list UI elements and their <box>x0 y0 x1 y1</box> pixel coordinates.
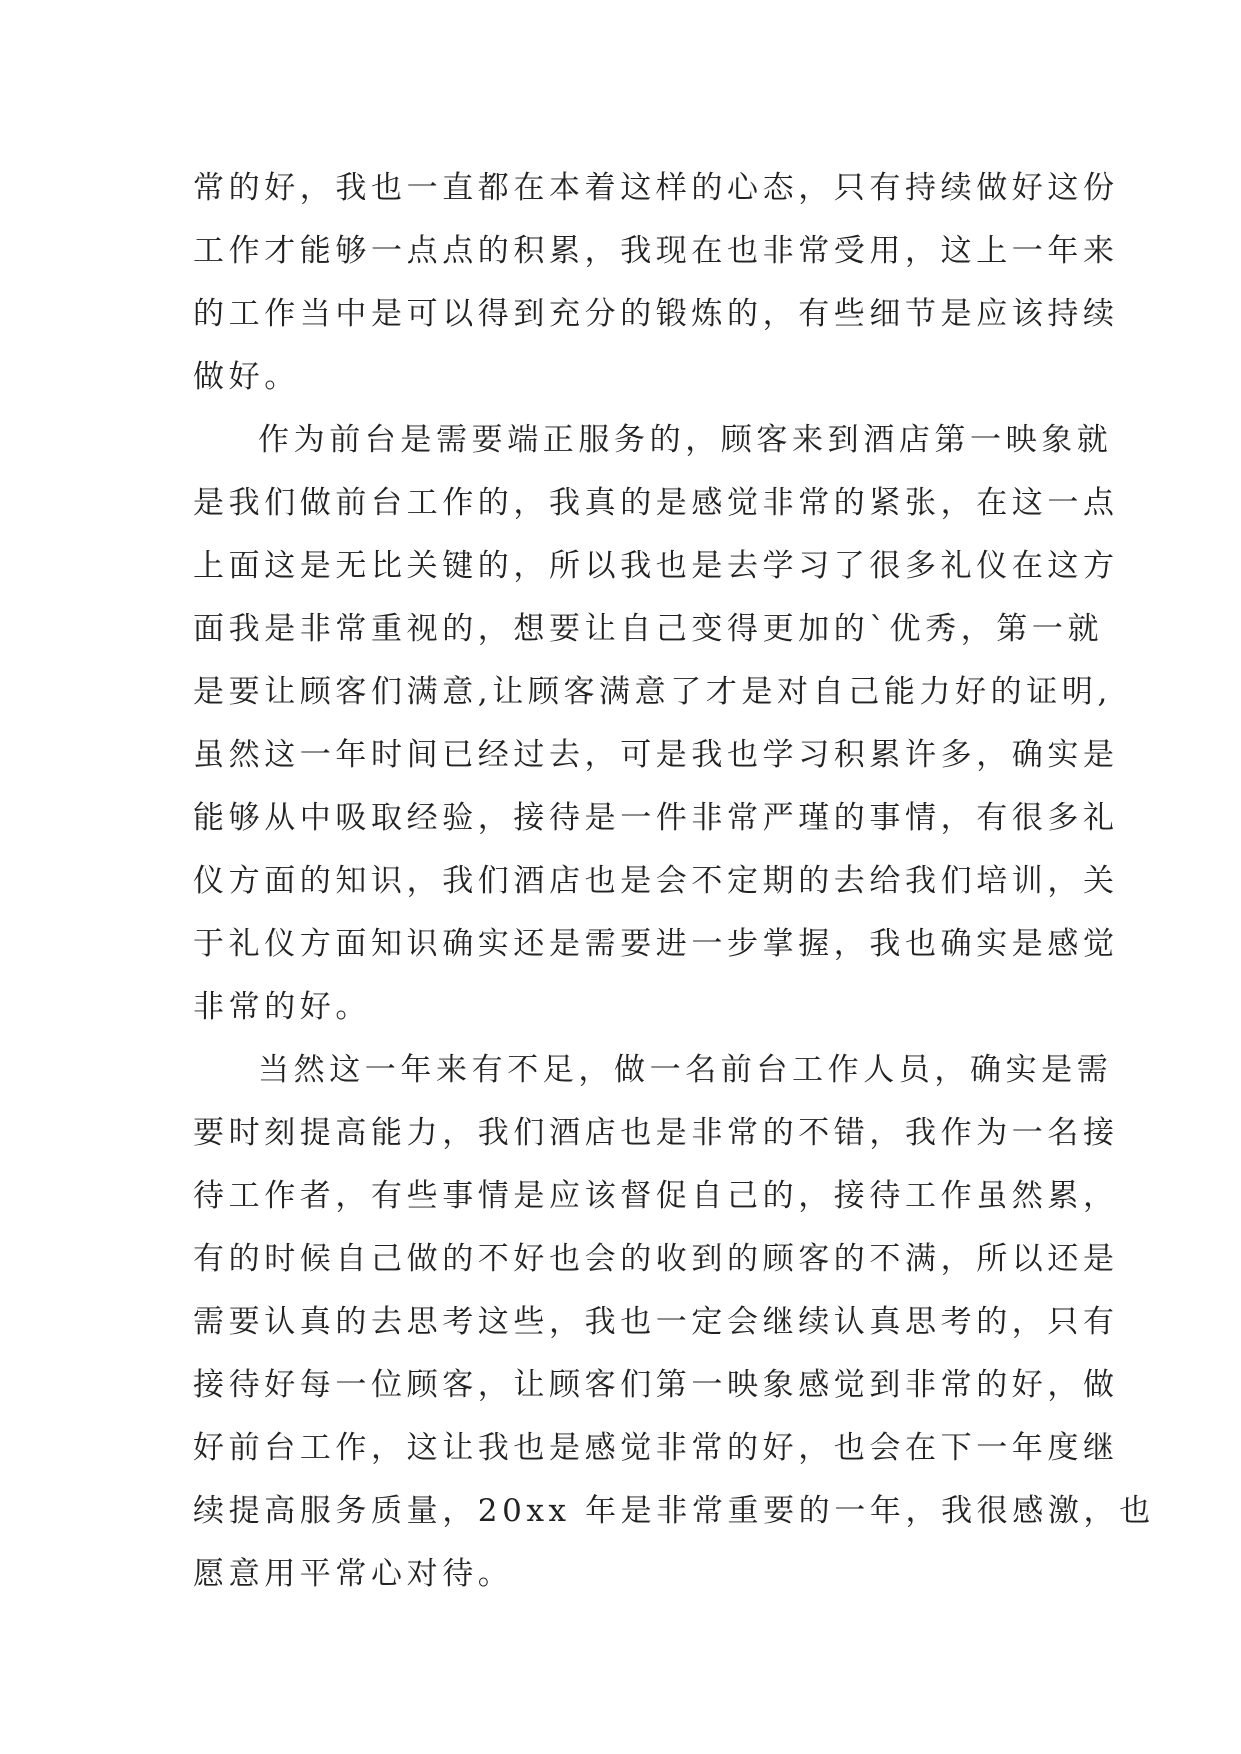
paragraph-3 <box>193 1039 1155 1606</box>
text-line: 工作才能够一点点的积累，我现在也非常受用，这上一年来 <box>193 233 1119 269</box>
text-line: 待工作者，有些事情是应该督促自己的，接待工作虽然累， <box>193 1178 1119 1214</box>
text-line: 是要让顾客们满意,让顾客满意了才是对自己能力好的证明, <box>193 674 1112 710</box>
text-line: 做好。 <box>193 359 300 395</box>
text-line: 续提高服务质量，20xx 年是非常重要的一年，我很感激，也 <box>193 1493 1155 1529</box>
text-line: 能够从中吸取经验，接待是一件非常严瑾的事情，有很多礼 <box>193 800 1119 836</box>
paragraph-2 <box>193 409 1119 1039</box>
text-line: 上面这是无比关键的，所以我也是去学习了很多礼仪在这方 <box>193 548 1119 584</box>
text-line: 愿意用平常心对待。 <box>193 1556 514 1592</box>
text-line: 需要认真的去思考这些，我也一定会继续认真思考的，只有 <box>193 1304 1119 1340</box>
text-line: 于礼仪方面知识确实还是需要进一步掌握，我也确实是感觉 <box>193 926 1119 962</box>
text-line: 仪方面的知识，我们酒店也是会不定期的去给我们培训，关 <box>193 863 1119 899</box>
text-line: 作为前台是需要端正服务的，顾客来到酒店第一映象就 <box>258 422 1113 458</box>
text-line: 常的好，我也一直都在本着这样的心态，只有持续做好这份 <box>193 170 1119 206</box>
text-line: 是我们做前台工作的，我真的是感觉非常的紧张，在这一点 <box>193 485 1119 521</box>
text-line: 的工作当中是可以得到充分的锻炼的，有些细节是应该持续 <box>193 296 1119 332</box>
body-text <box>193 157 1155 1606</box>
text-line: 要时刻提高能力，我们酒店也是非常的不错，我作为一名接 <box>193 1115 1119 1151</box>
text-line: 面我是非常重视的，想要让自己变得更加的`优秀，第一就 <box>193 611 1104 647</box>
text-line: 当然这一年来有不足，做一名前台工作人员，确实是需 <box>258 1052 1113 1088</box>
text-line: 虽然这一年时间已经过去，可是我也学习积累许多，确实是 <box>193 737 1119 773</box>
text-line: 好前台工作，这让我也是感觉非常的好，也会在下一年度继 <box>193 1430 1119 1466</box>
text-line: 接待好每一位顾客，让顾客们第一映象感觉到非常的好，做 <box>193 1367 1119 1403</box>
text-line: 有的时候自己做的不好也会的收到的顾客的不满，所以还是 <box>193 1241 1119 1277</box>
paragraph-1 <box>193 157 1119 409</box>
text-line: 非常的好。 <box>193 989 371 1025</box>
